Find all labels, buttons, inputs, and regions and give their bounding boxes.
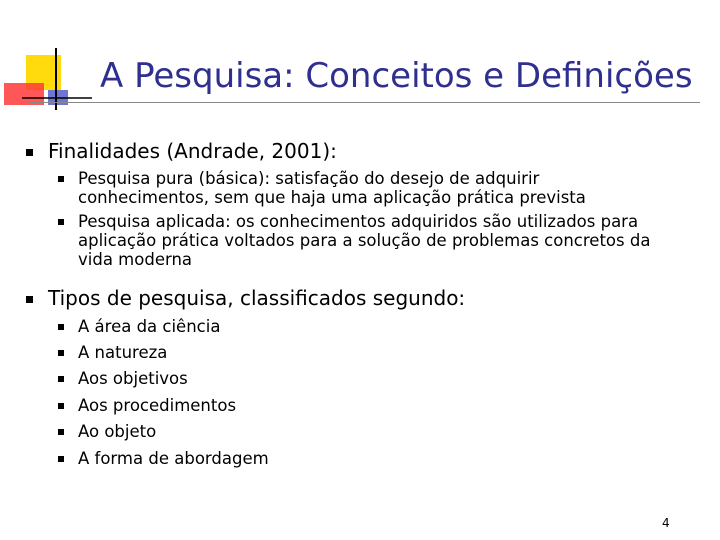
sub-bullet-procedimentos: Aos procedimentos xyxy=(78,396,237,415)
sub-bullet-line: conhecimentos, sem que haja uma aplicação prática prevista xyxy=(78,188,586,207)
sub-bullet-pesquisa-pura xyxy=(78,169,586,207)
sub-bullet-objetivos: Aos objetivos xyxy=(78,369,188,388)
sub-bullet-area-da-ciencia: A área da ciência xyxy=(78,317,221,336)
sub-bullet-forma-de-abordagem: A forma de abordagem xyxy=(78,449,269,468)
sub-bullet-objeto: Ao objeto xyxy=(78,422,157,441)
sub-bullet-line: Pesquisa pura (básica): satisfação do desejo de adquirir xyxy=(78,169,540,188)
page-number: 4 xyxy=(662,516,670,530)
sub-bullet-pesquisa-aplicada xyxy=(78,212,650,269)
slide-title: A Pesquisa: Conceitos e Definições xyxy=(100,56,693,96)
sub-bullet-line: vida moderna xyxy=(78,250,193,269)
bullet-tipos-de-pesquisa: Tipos de pesquisa, classificados segundo: xyxy=(48,286,466,310)
sub-bullet-line: Pesquisa aplicada: os conhecimentos adquiridos são utilizados para xyxy=(78,212,639,231)
sub-bullet-natureza: A natureza xyxy=(78,343,168,362)
bullet-finalidades: Finalidades (Andrade, 2001): xyxy=(48,139,337,163)
sub-bullet-line: aplicação prática voltados para a solução de problemas concretos da xyxy=(78,231,651,250)
